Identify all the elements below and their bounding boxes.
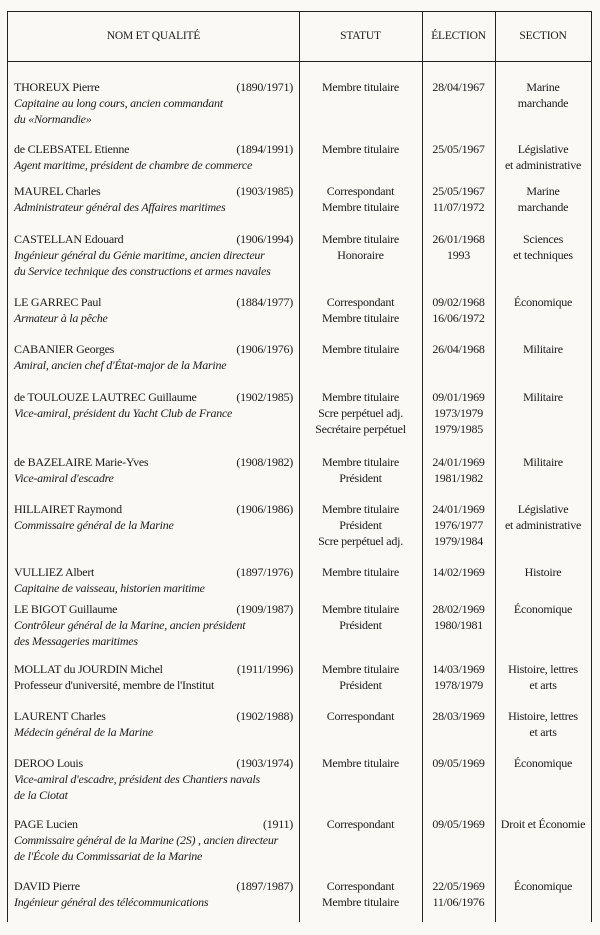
section-value: Économique	[513, 295, 573, 309]
member-qualite: de la Ciotat	[14, 788, 68, 802]
statut-cell	[299, 708, 422, 724]
member-name: DEROO Louis	[14, 756, 83, 770]
member-years: (1894/1991)	[236, 142, 293, 156]
election-value: 14/02/1969	[432, 565, 485, 579]
name-cell	[14, 389, 293, 421]
member-qualite: Agent maritime, président de chambre de commerce	[14, 158, 253, 172]
statut-value: Président	[339, 471, 382, 485]
statut-cell	[299, 183, 422, 215]
section-value: Marine	[526, 184, 560, 198]
election-cell	[422, 816, 495, 832]
statut-value: Membre titulaire	[322, 390, 399, 404]
member-name: DAVID Pierre	[14, 879, 80, 893]
member-qualite: du «Normandie»	[14, 112, 92, 126]
member-name: LAURENT Charles	[14, 709, 106, 723]
name-line	[14, 389, 293, 405]
member-qualite: Contrôleur général de la Marine, ancien président	[14, 618, 246, 632]
statut-value: Président	[339, 518, 382, 532]
election-value: 11/06/1976	[432, 895, 485, 909]
statut-value: Correspondant	[326, 817, 395, 831]
header-nom-qualite: NOM ET QUALITÉ	[106, 30, 201, 42]
name-line	[14, 501, 293, 517]
header-election: ÉLECTION	[431, 30, 486, 42]
statut-cell	[299, 564, 422, 580]
name-line	[14, 601, 293, 617]
statut-cell	[299, 341, 422, 357]
statut-value: Scre perpétuel adj.	[318, 406, 403, 420]
statut-value: Scre perpétuel adj.	[318, 534, 403, 548]
section-value: Législative	[517, 142, 569, 156]
section-cell	[495, 501, 591, 533]
statut-cell	[299, 816, 422, 832]
section-value: Histoire, lettres	[508, 709, 578, 723]
member-name: de CLEBSATEL Etienne	[14, 142, 130, 156]
name-line	[14, 141, 293, 157]
member-years: (1911)	[262, 817, 293, 831]
member-name: MOLLAT du JOURDIN Michel	[14, 662, 163, 676]
member-years: (1897/1987)	[236, 879, 293, 893]
election-value: 11/07/1972	[432, 200, 485, 214]
election-cell	[422, 141, 495, 157]
election-cell	[422, 878, 495, 910]
section-value: et administrative	[504, 158, 582, 172]
member-years: (1897/1976)	[236, 565, 293, 579]
statut-cell	[299, 601, 422, 633]
name-line	[14, 816, 293, 832]
section-value: et administrative	[504, 518, 582, 532]
statut-value: Secrétaire perpétuel	[315, 422, 406, 436]
statut-value: Membre titulaire	[322, 662, 399, 676]
section-value: Sciences	[523, 232, 563, 246]
statut-value: Membre titulaire	[322, 200, 399, 214]
election-cell	[422, 755, 495, 771]
election-value: 1979/1985	[433, 422, 484, 436]
member-name: LE GARREC Paul	[14, 295, 102, 309]
election-value: 28/02/1969	[432, 602, 485, 616]
election-value: 09/05/1969	[432, 817, 485, 831]
member-qualite: du Service technique des constructions et armes navales	[14, 264, 271, 278]
member-name: de TOULOUZE LAUTREC Guillaume	[14, 390, 197, 404]
name-line	[14, 564, 293, 580]
statut-value: Président	[339, 678, 382, 692]
statut-value: Président	[339, 618, 382, 632]
member-qualite: Capitaine au long cours, ancien commandant	[14, 96, 223, 110]
member-qualite: Vice-amiral d'escadre	[14, 471, 114, 485]
election-value: 1993	[447, 248, 470, 262]
name-cell	[14, 755, 293, 803]
statut-cell	[299, 501, 422, 549]
name-cell	[14, 141, 293, 173]
section-cell	[495, 183, 591, 215]
statut-value: Membre titulaire	[322, 142, 399, 156]
statut-value: Membre titulaire	[322, 311, 399, 325]
election-value: 25/05/1967	[432, 184, 485, 198]
member-name: VULLIEZ Albert	[14, 565, 95, 579]
election-cell	[422, 661, 495, 693]
section-value: Militaire	[523, 390, 563, 404]
election-value: 09/05/1969	[432, 756, 485, 770]
name-cell	[14, 661, 293, 693]
statut-cell	[299, 454, 422, 486]
member-qualite: Vice-amiral, président du Yacht Club de France	[14, 406, 233, 420]
statut-cell	[299, 878, 422, 910]
section-cell	[495, 389, 591, 405]
name-cell	[14, 708, 293, 740]
statut-value: Honoraire	[337, 248, 384, 262]
name-line	[14, 878, 293, 894]
member-qualite: Ingénieur général du Génie maritime, ancien directeur	[14, 248, 265, 262]
statut-value: Membre titulaire	[322, 80, 399, 94]
name-cell	[14, 501, 293, 533]
section-value: Marine	[526, 80, 560, 94]
section-value: marchande	[517, 96, 569, 110]
section-value: Droit et Économie	[500, 817, 586, 831]
election-value: 26/01/1968	[432, 232, 485, 246]
election-value: 25/05/1967	[432, 142, 485, 156]
election-value: 1973/1979	[433, 406, 484, 420]
member-qualite: Vice-amiral d'escadre, président des Chantiers navals	[14, 772, 260, 786]
name-cell	[14, 564, 293, 596]
statut-value: Membre titulaire	[322, 756, 399, 770]
section-value: Militaire	[523, 342, 563, 356]
election-value: 1976/1977	[433, 518, 484, 532]
election-cell	[422, 79, 495, 95]
header-statut: STATUT	[340, 30, 381, 42]
member-years: (1902/1985)	[236, 390, 293, 404]
statut-value: Membre titulaire	[322, 232, 399, 246]
statut-cell	[299, 389, 422, 437]
member-qualite: Ingénieur général des télécommunications	[14, 895, 209, 909]
election-value: 28/03/1969	[432, 709, 485, 723]
election-cell	[422, 708, 495, 724]
election-value: 1978/1979	[433, 678, 484, 692]
section-cell	[495, 231, 591, 263]
member-qualite: Capitaine de vaisseau, historien maritime	[14, 581, 205, 595]
name-cell	[14, 294, 293, 326]
name-line	[14, 294, 293, 310]
election-cell	[422, 564, 495, 580]
member-years: (1890/1971)	[236, 80, 293, 94]
name-cell	[14, 878, 293, 910]
section-cell	[495, 878, 591, 894]
name-cell	[14, 454, 293, 486]
statut-cell	[299, 755, 422, 771]
member-qualite: des Messageries maritimes	[14, 634, 138, 648]
statut-cell	[299, 661, 422, 693]
election-value: 14/03/1969	[432, 662, 485, 676]
member-name: PAGE Lucien	[14, 817, 78, 831]
election-cell	[422, 454, 495, 486]
name-cell	[14, 79, 293, 127]
election-value: 09/01/1969	[432, 390, 485, 404]
election-value: 1980/1981	[433, 618, 484, 632]
member-qualite: Professeur d'université, membre de l'Institut	[14, 678, 215, 692]
member-name: CASTELLAN Edouard	[14, 232, 124, 246]
name-cell	[14, 231, 293, 279]
statut-value: Membre titulaire	[322, 455, 399, 469]
statut-value: Membre titulaire	[322, 502, 399, 516]
statut-cell	[299, 294, 422, 326]
statut-value: Correspondant	[326, 295, 395, 309]
member-years: (1903/1985)	[236, 184, 293, 198]
member-qualite: Armateur à la pêche	[14, 311, 108, 325]
member-years: (1902/1988)	[236, 709, 293, 723]
member-years: (1903/1974)	[236, 756, 293, 770]
election-cell	[422, 294, 495, 326]
member-name: CABANIER Georges	[14, 342, 115, 356]
section-cell	[495, 454, 591, 470]
section-value: Histoire	[524, 565, 562, 579]
section-cell	[495, 294, 591, 310]
member-years: (1906/1986)	[236, 502, 293, 516]
election-cell	[422, 389, 495, 437]
member-qualite: Commissaire général de la Marine	[14, 518, 174, 532]
election-value: 26/04/1968	[432, 342, 485, 356]
name-line	[14, 755, 293, 771]
section-value: et arts	[529, 725, 557, 739]
election-value: 16/06/1972	[432, 311, 485, 325]
statut-cell	[299, 79, 422, 95]
member-years: (1911/1996)	[236, 662, 293, 676]
section-value: Économique	[513, 602, 573, 616]
section-value: Législative	[517, 502, 569, 516]
name-cell	[14, 816, 293, 864]
member-qualite: Amiral, ancien chef d'État-major de la Marine	[14, 358, 227, 372]
header-section: SECTION	[519, 30, 567, 42]
section-cell	[495, 341, 591, 357]
member-qualite: Administrateur général des Affaires maritimes	[14, 200, 226, 214]
member-qualite: Commissaire général de la Marine (2S) , ancien directeur	[14, 833, 279, 847]
name-line	[14, 79, 293, 95]
statut-cell	[299, 141, 422, 157]
election-value: 28/04/1967	[432, 80, 485, 94]
election-value: 1981/1982	[433, 471, 484, 485]
name-line	[14, 708, 293, 724]
section-value: Histoire, lettres	[508, 662, 578, 676]
election-cell	[422, 341, 495, 357]
statut-cell	[299, 231, 422, 263]
section-value: et techniques	[513, 248, 573, 262]
section-cell	[495, 816, 591, 832]
statut-value: Correspondant	[326, 184, 395, 198]
section-cell	[495, 708, 591, 740]
election-cell	[422, 231, 495, 263]
member-qualite: Médecin général de la Marine	[14, 725, 153, 739]
section-value: Économique	[513, 879, 573, 893]
election-value: 24/01/1969	[432, 455, 485, 469]
name-line	[14, 183, 293, 199]
name-line	[14, 231, 293, 247]
election-value: 09/02/1968	[432, 295, 485, 309]
member-years: (1906/1994)	[236, 232, 293, 246]
election-cell	[422, 501, 495, 549]
section-cell	[495, 141, 591, 173]
section-cell	[495, 564, 591, 580]
section-value: Militaire	[523, 455, 563, 469]
statut-value: Membre titulaire	[322, 342, 399, 356]
member-name: LE BIGOT Guillaume	[14, 602, 118, 616]
member-name: MAUREL Charles	[14, 184, 101, 198]
name-line	[14, 661, 293, 677]
table-header	[8, 12, 591, 62]
section-cell	[495, 601, 591, 617]
section-value: et arts	[529, 678, 557, 692]
member-name: HILLAIRET Raymond	[14, 502, 122, 516]
section-value: marchande	[517, 200, 569, 214]
member-name: de BAZELAIRE Marie-Yves	[14, 455, 149, 469]
section-cell	[495, 661, 591, 693]
statut-value: Correspondant	[326, 879, 395, 893]
statut-value: Membre titulaire	[322, 895, 399, 909]
name-line	[14, 454, 293, 470]
election-value: 1979/1984	[433, 534, 484, 548]
member-qualite: de l'École du Commissariat de la Marine	[14, 849, 203, 863]
section-value: Économique	[513, 756, 573, 770]
election-value: 24/01/1969	[432, 502, 485, 516]
name-line	[14, 341, 293, 357]
member-name: THOREUX Pierre	[14, 80, 100, 94]
name-cell	[14, 601, 293, 649]
name-cell	[14, 341, 293, 373]
member-years: (1906/1976)	[236, 342, 293, 356]
members-table	[7, 11, 592, 922]
election-cell	[422, 183, 495, 215]
section-cell	[495, 755, 591, 771]
statut-value: Membre titulaire	[322, 565, 399, 579]
statut-value: Correspondant	[326, 709, 395, 723]
name-cell	[14, 183, 293, 215]
member-years: (1908/1982)	[236, 455, 293, 469]
member-years: (1884/1977)	[236, 295, 293, 309]
election-value: 22/05/1969	[432, 879, 485, 893]
section-cell	[495, 79, 591, 111]
statut-value: Membre titulaire	[322, 602, 399, 616]
election-cell	[422, 601, 495, 633]
member-years: (1909/1987)	[236, 602, 293, 616]
